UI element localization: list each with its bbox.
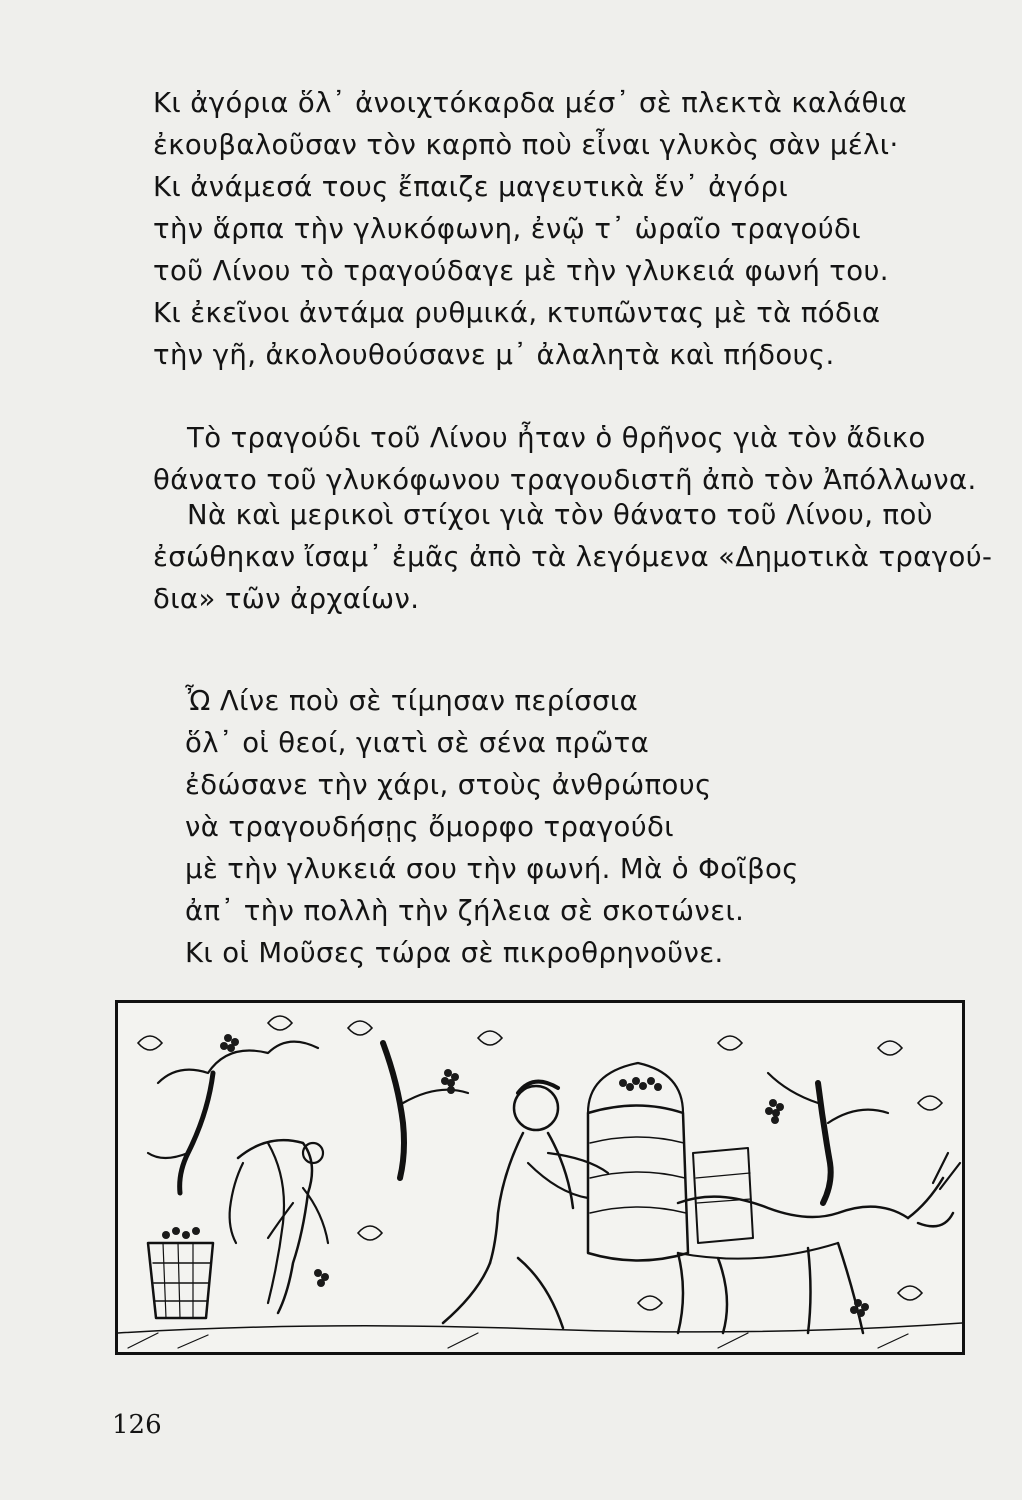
poem-line: ὅλ᾽ οἱ θεοί, γιατὶ σὲ σένα πρῶτα: [185, 727, 650, 759]
verse-line: Κι ἀγόρια ὅλ᾽ ἀνοιχτόκαρδα μέσ᾽ σὲ πλεκτὰ καλάθια: [153, 87, 908, 119]
prose-paragraph-verses-intro: [153, 494, 993, 620]
verse-line: ἐκουβαλοῦσαν τὸν καρπὸ ποὺ εἶναι γλυκὸς σὰν μέλι·: [153, 129, 899, 161]
grape-harvest-illustration: [115, 1000, 965, 1355]
prose-line: δια» τῶν ἀρχαίων.: [153, 583, 420, 615]
verse-line: Κι ἀνάμεσά τους ἔπαιζε μαγευτικὰ ἕν᾽ ἀγόρι: [153, 171, 789, 203]
prose-line: θάνατο τοῦ γλυκόφωνου τραγουδιστῆ ἀπὸ τὸν Ἀπόλλωνα.: [153, 464, 977, 496]
verse-stanza-harvest: [153, 82, 963, 376]
prose-line: Νὰ καὶ μερικοὶ στίχοι γιὰ τὸν θάνατο τοῦ Λίνου, ποὺ: [187, 499, 933, 531]
verse-line: Κι ἐκεῖνοι ἀντάμα ρυθμικά, κτυπῶντας μὲ τὰ πόδια: [153, 297, 881, 329]
prose-line: ἐσώθηκαν ἴσαμ᾽ ἐμᾶς ἀπὸ τὰ λεγόμενα «Δημοτικὰ τραγού-: [153, 541, 993, 573]
poem-line: νὰ τραγουδήσῃς ὄμορφο τραγούδι: [185, 811, 674, 843]
poem-line: μὲ τὴν γλυκειά σου τὴν φωνή. Μὰ ὁ Φοῖβος: [185, 853, 799, 885]
poem-line: Κι οἱ Μοῦσες τώρα σὲ πικροθρηνοῦνε.: [185, 937, 724, 969]
poem-line: Ὦ Λίνε ποὺ σὲ τίμησαν περίσσια: [185, 685, 639, 717]
page-number: 126: [112, 1410, 162, 1440]
verse-line: τοῦ Λίνου τὸ τραγούδαγε μὲ τὴν γλυκειά φωνή του.: [153, 255, 889, 287]
harvest-engraving: [118, 1003, 962, 1352]
prose-paragraph-linus-lament: [153, 417, 977, 501]
prose-line: Τὸ τραγούδι τοῦ Λίνου ἦταν ὁ θρῆνος γιὰ τὸν ἄδικο: [187, 422, 926, 454]
poem-line: ἀπ᾽ τὴν πολλὴ τὴν ζήλεια σὲ σκοτώνει.: [185, 895, 745, 927]
verse-line: τὴν ἅρπα τὴν γλυκόφωνη, ἐνῷ τ᾽ ὡραῖο τραγούδι: [153, 213, 861, 245]
poem-line: ἐδώσανε τὴν χάρι, στοὺς ἀνθρώπους: [185, 769, 712, 801]
poem-linus: [185, 680, 995, 974]
verse-line: τὴν γῆ, ἀκολουθούσανε μ᾽ ἀλαλητὰ καὶ πήδους.: [153, 339, 835, 371]
